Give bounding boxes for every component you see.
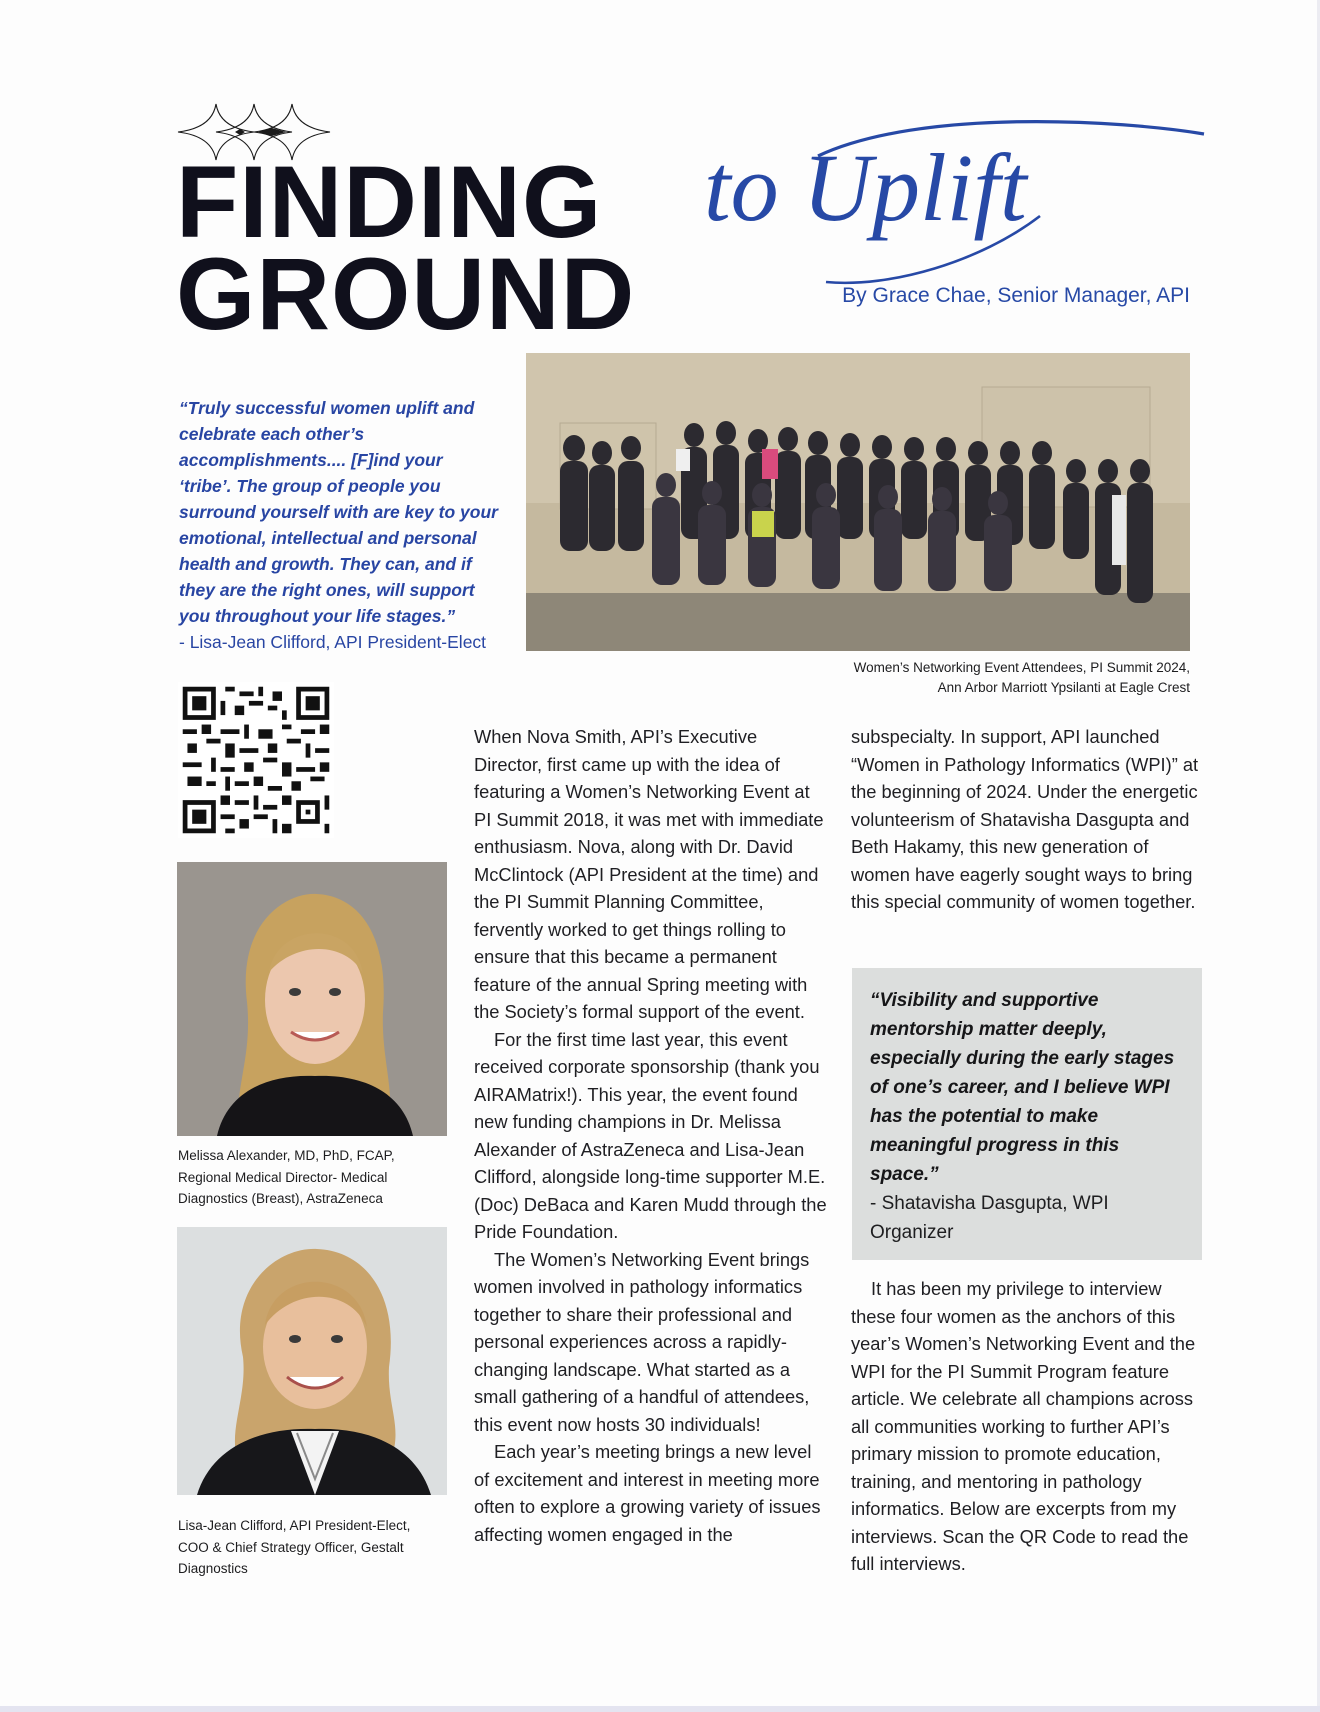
body-paragraph: When Nova Smith, API’s Executive Director, first came up with the idea of featuring a Women’s Networking Event at PI Summit 2018, it was met with immediate enthusiasm. Nova, along with Dr. David McClintock (API President at the time) and the PI Summit Planning Committee, fervently worked to get things rolling to ensure that this became a permanent feature of the annual Spring meeting with the Society’s formal support of the event. (474, 726, 824, 1022)
caption-line: Regional Medical Director- Medical (178, 1169, 388, 1185)
byline: By Grace Chae, Senior Manager, API (842, 284, 1190, 307)
qr-code[interactable] (178, 682, 334, 838)
page-title (176, 145, 636, 351)
pull-quote-box-dasgupta (852, 968, 1202, 1260)
body-paragraph: It has been my privilege to interview these four women as the anchors of this year’s Women’s Networking Event and the WPI for the PI Summit Program feature article. We celebrate all champions across all communities working to further API’s primary mission to promote education, training, and mentoring in pathology informatics. Below are excerpts from my interviews. Scan the QR Code to read the full interviews. (851, 1278, 1196, 1574)
headshot-caption-alexander (178, 1145, 438, 1210)
portrait-illustration (177, 862, 447, 1136)
title-line-ground: GROUND (176, 237, 636, 351)
box-quote-attribution: - Shatavisha Dasgupta, WPI Organizer (870, 1193, 1109, 1243)
page-bottom-edge (0, 1706, 1320, 1712)
pull-quote-attribution: - Lisa-Jean Clifford, API President-Elect (179, 632, 487, 652)
headshot-melissa-alexander (177, 862, 447, 1136)
article-column-right-top (851, 723, 1203, 916)
caption-line: Diagnostics (Breast), AstraZeneca (178, 1191, 383, 1206)
title-line-finding: FINDING (176, 145, 603, 259)
caption-line: Melissa Alexander, MD, PhD, FCAP, (178, 1148, 395, 1163)
pull-quote-text: “Truly successful women uplift and celebrate each other’s accomplishments.... [F]ind your ‘tribe’. The group of people you surround yourself with are key to your emotional, intellectual and personal health and growth. They can, and if they are the right ones, will support you throughout your life stages.” (179, 398, 498, 626)
box-quote-text: “Visibility and supportive mentorship matter deeply, especially during the early stages of one’s career, and I believe WPI has the potential to make meaningful progress in this space.” (870, 990, 1175, 1185)
portrait-illustration (177, 1227, 447, 1495)
article-column-right-bottom (851, 1275, 1207, 1578)
caption-line: Lisa-Jean Clifford, API President-Elect, (178, 1518, 411, 1533)
group-photo-caption (750, 658, 1190, 698)
caption-line: COO & Chief Strategy Officer, Gestalt (178, 1539, 404, 1555)
group-photo-illustration (526, 353, 1190, 651)
group-photo (526, 353, 1190, 651)
body-paragraph: Each year’s meeting brings a new level of excitement and interest in meeting more often to explore a growing variety of issues affecting women engaged in the (474, 1441, 821, 1545)
script-title (700, 112, 1208, 288)
group-photo-caption-line: Ann Arbor Marriott Ypsilanti at Eagle Crest (937, 680, 1190, 695)
script-title-text: to Uplift (704, 134, 1027, 241)
body-paragraph: For the first time last year, this event received corporate sponsorship (thank you AIRAMatrix!). This year, the event found new funding champions in Dr. Melissa Alexander of AstraZeneca and Lisa-Jean Clifford, alongside long-time supporter M.E. (Doc) DeBaca and Karen Mudd through the Pride Foundation. (474, 1028, 827, 1242)
body-paragraph: The Women’s Networking Event brings women involved in pathology informatics together to share their professional and personal experiences across a rapidly-changing landscape. What started as a small gathering of a handful of attendees, this event now hosts 30 individuals! (474, 1248, 810, 1435)
group-photo-caption-line: Women’s Networking Event Attendees, PI Summit 2024, (853, 660, 1190, 675)
caption-line: Diagnostics (178, 1561, 248, 1576)
headshot-caption-clifford (178, 1515, 438, 1580)
body-paragraph: subspecialty. In support, API launched “Women in Pathology Informatics (WPI)” at the beginning of 2024. Under the energetic volunteerism of Shatavisha Dasgupta and Beth Hakamy, this new generation of women have eagerly sought ways to bring this special community of women together. (851, 726, 1199, 912)
pull-quote-clifford (179, 395, 499, 655)
headshot-lisa-jean-clifford (177, 1227, 447, 1495)
article-column-middle (474, 723, 830, 1548)
